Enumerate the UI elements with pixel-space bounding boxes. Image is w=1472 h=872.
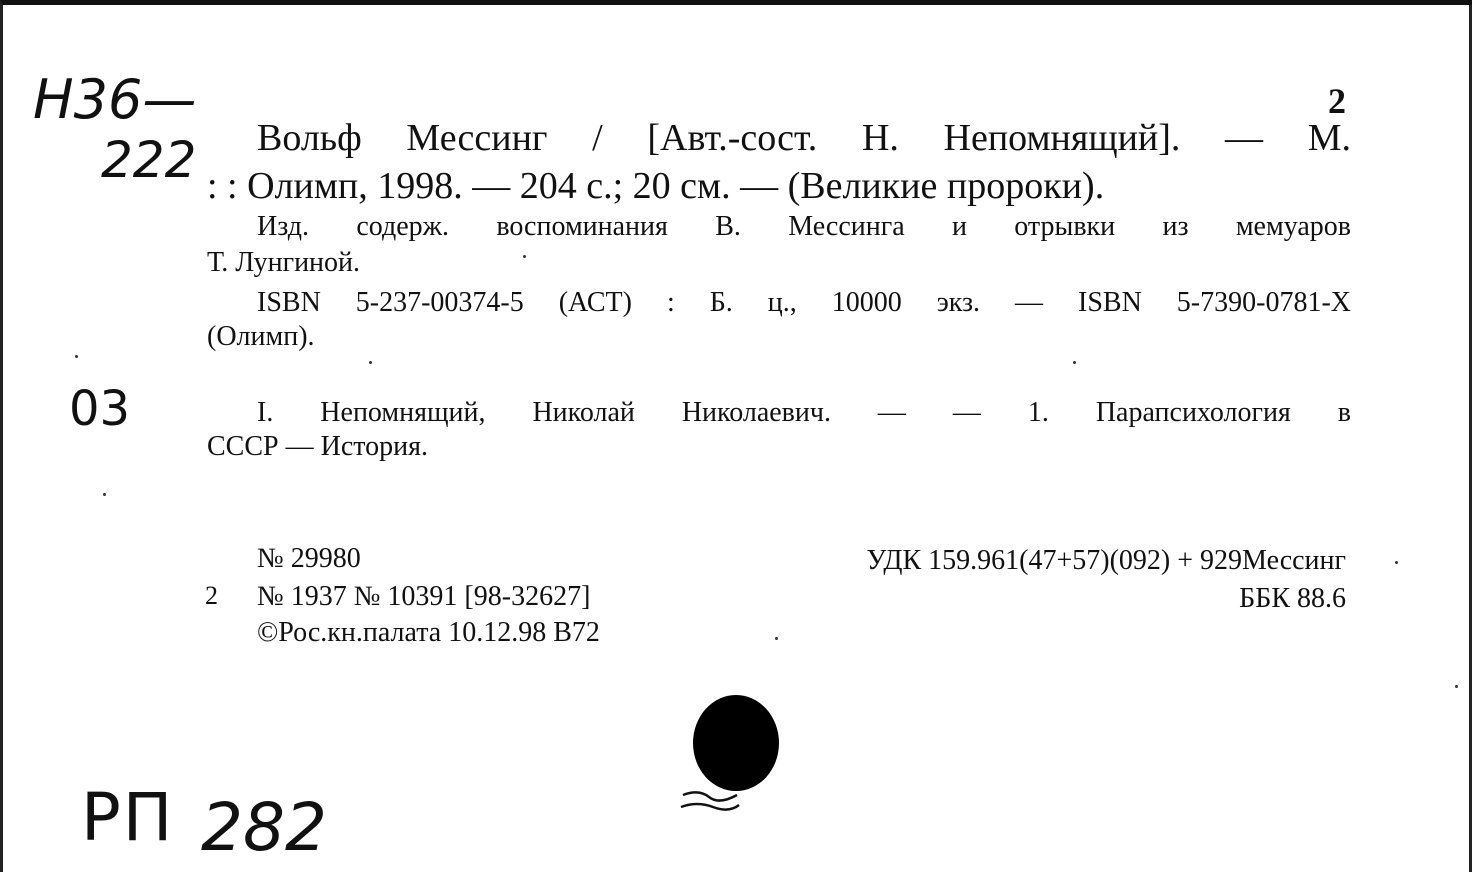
speck (75, 355, 78, 358)
punch-hole (693, 695, 779, 791)
speck (1455, 685, 1458, 688)
speck (369, 361, 372, 364)
isbn-line-1: ISBN 5-237-00374-5 (АСТ) : Б. ц., 10000 экз. — ISBN 5-7390-0781-Х (257, 287, 1351, 318)
handwritten-shelf-code-top: Н36— (33, 68, 197, 131)
title-line-2: : : Олимп, 1998. — 204 с.; 20 см. — (Великие пророки). (207, 165, 1105, 207)
bbk-index: ББК 88.6 (1239, 583, 1346, 614)
book-chamber-line: ©Рос.кн.палата 10.12.98 В72 (257, 617, 600, 648)
registration-number-1: № 29980 (257, 543, 361, 574)
subject-line-2: СССР — История. (207, 431, 428, 462)
copies-mark: 2 (205, 581, 218, 610)
handwritten-shelf-code-bottom: 222 (101, 131, 197, 189)
copy-count: 2 (1328, 81, 1346, 121)
note-line-2: Т. Лунгиной. (207, 247, 361, 278)
handwritten-rp-prefix: РП (81, 779, 175, 856)
udk-index: УДК 159.961(47+57)(092) + 929Мессинг (866, 545, 1346, 576)
speck (1395, 561, 1398, 564)
speck (523, 255, 526, 258)
speck (775, 637, 778, 640)
handwritten-code-03: 03 (69, 381, 131, 437)
note-line-1: Изд. содерж. воспоминания В. Мессинга и отрывки из мемуаров (257, 211, 1351, 242)
title-line-1: Вольф Мессинг / [Авт.-сост. Н. Непомнящий]. — М. (257, 117, 1351, 159)
subject-line-1: I. Непомнящий, Николай Николаевич. — — 1. Парапсихология в (257, 397, 1351, 428)
isbn-line-2: (Олимп). (207, 321, 315, 352)
registration-number-2: № 1937 № 10391 [98-32627] (257, 581, 591, 612)
speck (1073, 361, 1076, 364)
handwritten-rp-number: 282 (201, 789, 327, 866)
speck (103, 493, 106, 496)
hole-scribble-mark (679, 785, 741, 815)
